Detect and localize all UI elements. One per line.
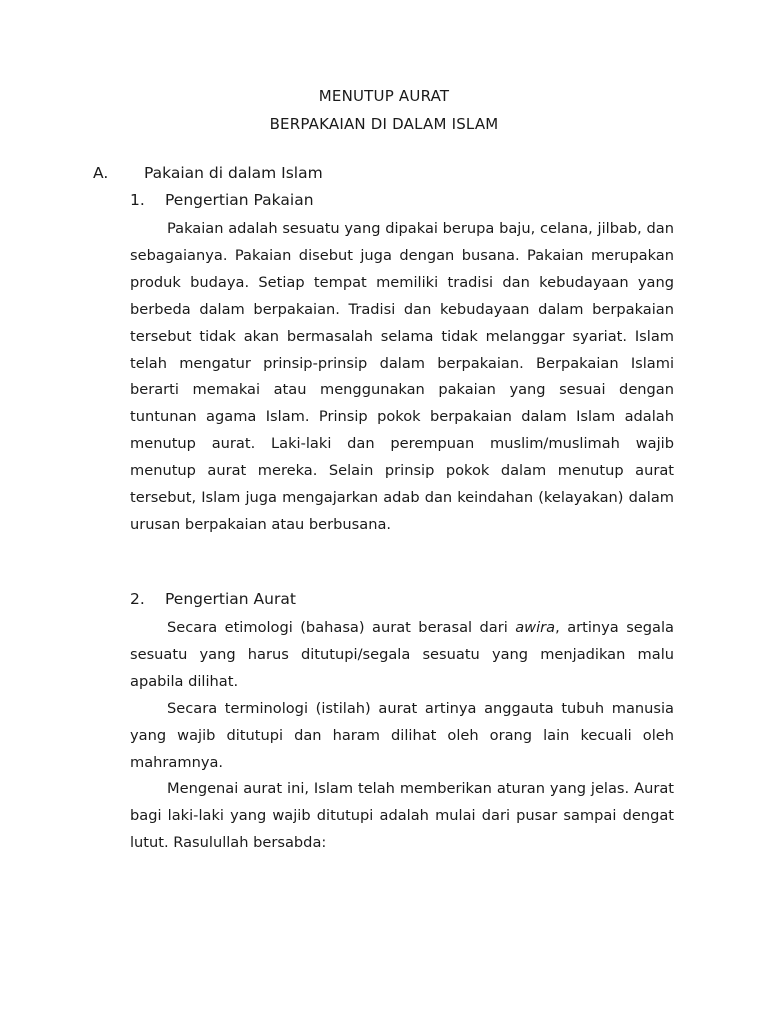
paragraph-etimologi <box>130 615 674 696</box>
subsection-2-number: 2. <box>130 590 145 608</box>
subsection-1-heading: Pengertian Pakaian <box>165 191 314 209</box>
document-subtitle: BERPAKAIAN DI DALAM ISLAM <box>269 115 499 133</box>
subsection-1-number: 1. <box>130 191 145 209</box>
paragraph-terminologi: Secara terminologi (istilah) aurat artinya anggauta tubuh manusia yang wajib ditutupi dan haram dilihat oleh orang lain kecuali oleh mahramnya. <box>130 700 674 771</box>
etimologi-italic-term: awira <box>515 619 556 636</box>
section-a-heading: Pakaian di dalam Islam <box>144 164 323 182</box>
section-a-letter: A. <box>93 164 109 182</box>
paragraph-aturan-aurat: Mengenai aurat ini, Islam telah memberikan aturan yang jelas. Aurat bagi laki-laki yang wajib ditutupi adalah mulai dari pusar sampai dengat lutut. Rasulullah bersabda: <box>130 780 674 851</box>
etimologi-text-end: , artinya segala sesuatu yang harus ditutupi/segala sesuatu yang menjadikan malu apabila dilihat. <box>130 619 674 690</box>
subsection-2-heading: Pengertian Aurat <box>165 590 296 608</box>
etimologi-text-start: Secara etimologi (bahasa) aurat berasal dari <box>167 619 516 636</box>
paragraph-pengertian-pakaian: Pakaian adalah sesuatu yang dipakai berupa baju, celana, jilbab, dan sebagaianya. Pakaian disebut juga dengan busana. Pakaian merupakan produk budaya. Setiap tempat memiliki tradisi dan kebudayaan yang berbeda dalam berpakaian. Tradisi dan kebudayaan dalam berpakaian tersebut tidak akan bermasalah selama tidak melanggar syariat. Islam telah mengatur prinsip-prinsip dalam berpakaian. Berpakaian Islami berarti memakai atau menggunakan pakaian yang sesuai dengan tuntunan agama Islam. Prinsip pokok berpakaian dalam Islam adalah menutup aurat. Laki-laki dan perempuan muslim/muslimah wajib menutup aurat mereka. Selain prinsip pokok dalam menutup aurat tersebut, Islam juga mengajarkan adab dan keindahan (kelayakan) dalam urusan berpakaian atau berbusana. <box>130 220 674 533</box>
document-title: MENUTUP AURAT <box>318 87 450 105</box>
